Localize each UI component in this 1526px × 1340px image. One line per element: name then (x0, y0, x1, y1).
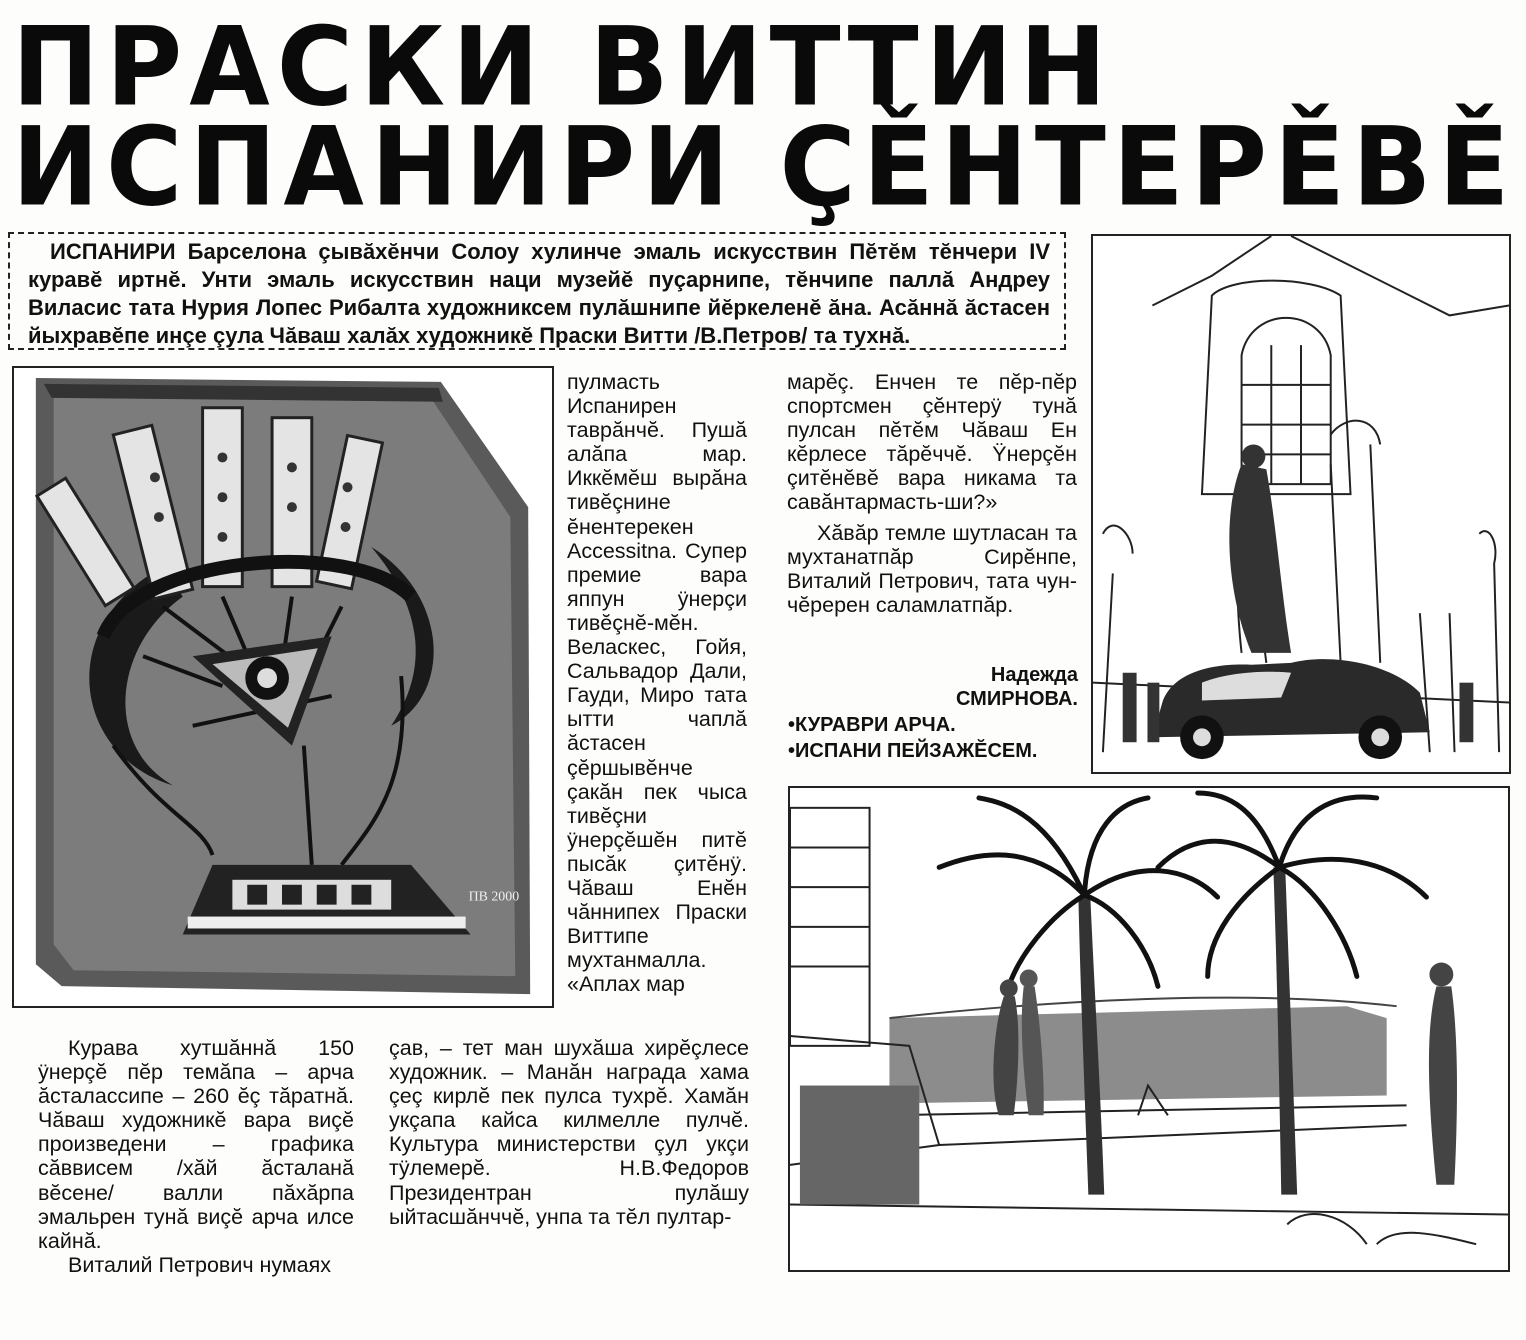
palm-sketch-image (790, 788, 1508, 1270)
narrow-column-text: пулмасть Испанирен таврăнчĕ. Пушă алăпа мар. Иккĕмĕш вырăна тивĕçнине ĕнентерекен Accessitna. Супер премие вара яппун ÿнерçи тивĕçнĕ-мĕн. Веласкес, Гойя, Сальвадор Дали, Гауди, Миро тата ытти чаплă ăстасен çĕршывĕнче çакăн пек чыса тивĕçни ÿнерçĕшĕн питĕ пысăк çитĕнÿ. Чăваш Енĕн чăннипех Праски Виттипе мухтанмалла. «Аплах мар (567, 370, 747, 997)
lead-paragraph: ИСПАНИРИ Барселона çывăхĕнчи Солоу хулинче эмаль искусствин Пĕтĕм тĕнчери IV куравĕ иртнĕ. Унти эмаль искусствин наци музейĕ пуçарнипе, тĕнчипе паллă Андреу Виласис тата Нурия Лопес Рибалта художниксем пулăшнипе йĕркеленĕ ăна. Асăннă ăстасен йыхравĕпе инçе çула Чăваш халăх художникĕ Праски Витти /В.Петров/ та тухнă. (8, 232, 1066, 350)
byline-first-name: Надежда (990, 664, 1078, 686)
artwork-signature: ПВ 2000 (468, 889, 520, 905)
caption-chest: •КУРАВРИ АРЧА. (788, 714, 956, 736)
caption-landscapes: •ИСПАНИ ПЕЙЗАЖĔСЕМ. (788, 740, 1038, 762)
left-column-p1: Курава хутшăннă 150 ÿнерçĕ пĕр темăпа – арча ăсталассипе – 260 ĕç тăратнă. Чăваш художникĕ вара виçĕ произведени – графика сăввисем /хăй ăсталанă вĕсене/ валли пăхăрпа эмальрен тунă виçĕ арча илсе кайнă. (38, 1036, 354, 1253)
headline-line-1: ПРАСКИ ВИТТИН (12, 2, 1114, 131)
photo-captions (788, 712, 1038, 764)
left-column-p2: Виталий Петрович нумаях (68, 1252, 332, 1277)
left-column (38, 1036, 354, 1277)
street-sketch-image (1093, 236, 1509, 772)
byline-last-name: СМИРНОВА. (955, 688, 1078, 710)
right-column-p2: Хăвăр темле шутласан та мухтанатпăр Сирĕнпе, Виталий Петрович, тата чун-чĕререн саламлатпăр. (787, 520, 1077, 617)
right-column-p1: марĕç. Енчен те пĕр-пĕр спортсмен çĕнтерÿ тунă пулсан пĕтĕм Чăваш Ен кĕрлесе тăрĕччĕ. Ÿнерçĕн çитĕнĕвĕ вара никама та савăнтармасть-ши?» (787, 370, 1077, 515)
middle-column-text: çав, – тет ман шухăша хирĕçлесе художник. – Манăн награда хама çеç кирлĕ пек пулса тухрĕ. Хамăн укçапа кайса килмелле пулчĕ. Культура министерстви çул укçи тÿлемерĕ. Н.В.Федоров Президентран пулăшу ыйтасшăнччĕ, унпа та тĕл пултар- (389, 1036, 749, 1229)
street-sketch (1091, 234, 1511, 774)
palm-sketch (788, 786, 1510, 1272)
headline-line-2: ИСПАНИРИ ÇĚНТЕРĚВĚ (12, 102, 1517, 231)
chest-photo-image (14, 368, 552, 1006)
middle-column (389, 1036, 749, 1229)
byline (956, 663, 1078, 711)
right-column (787, 370, 1077, 617)
chest-photo (12, 366, 554, 1008)
narrow-column (567, 370, 747, 996)
